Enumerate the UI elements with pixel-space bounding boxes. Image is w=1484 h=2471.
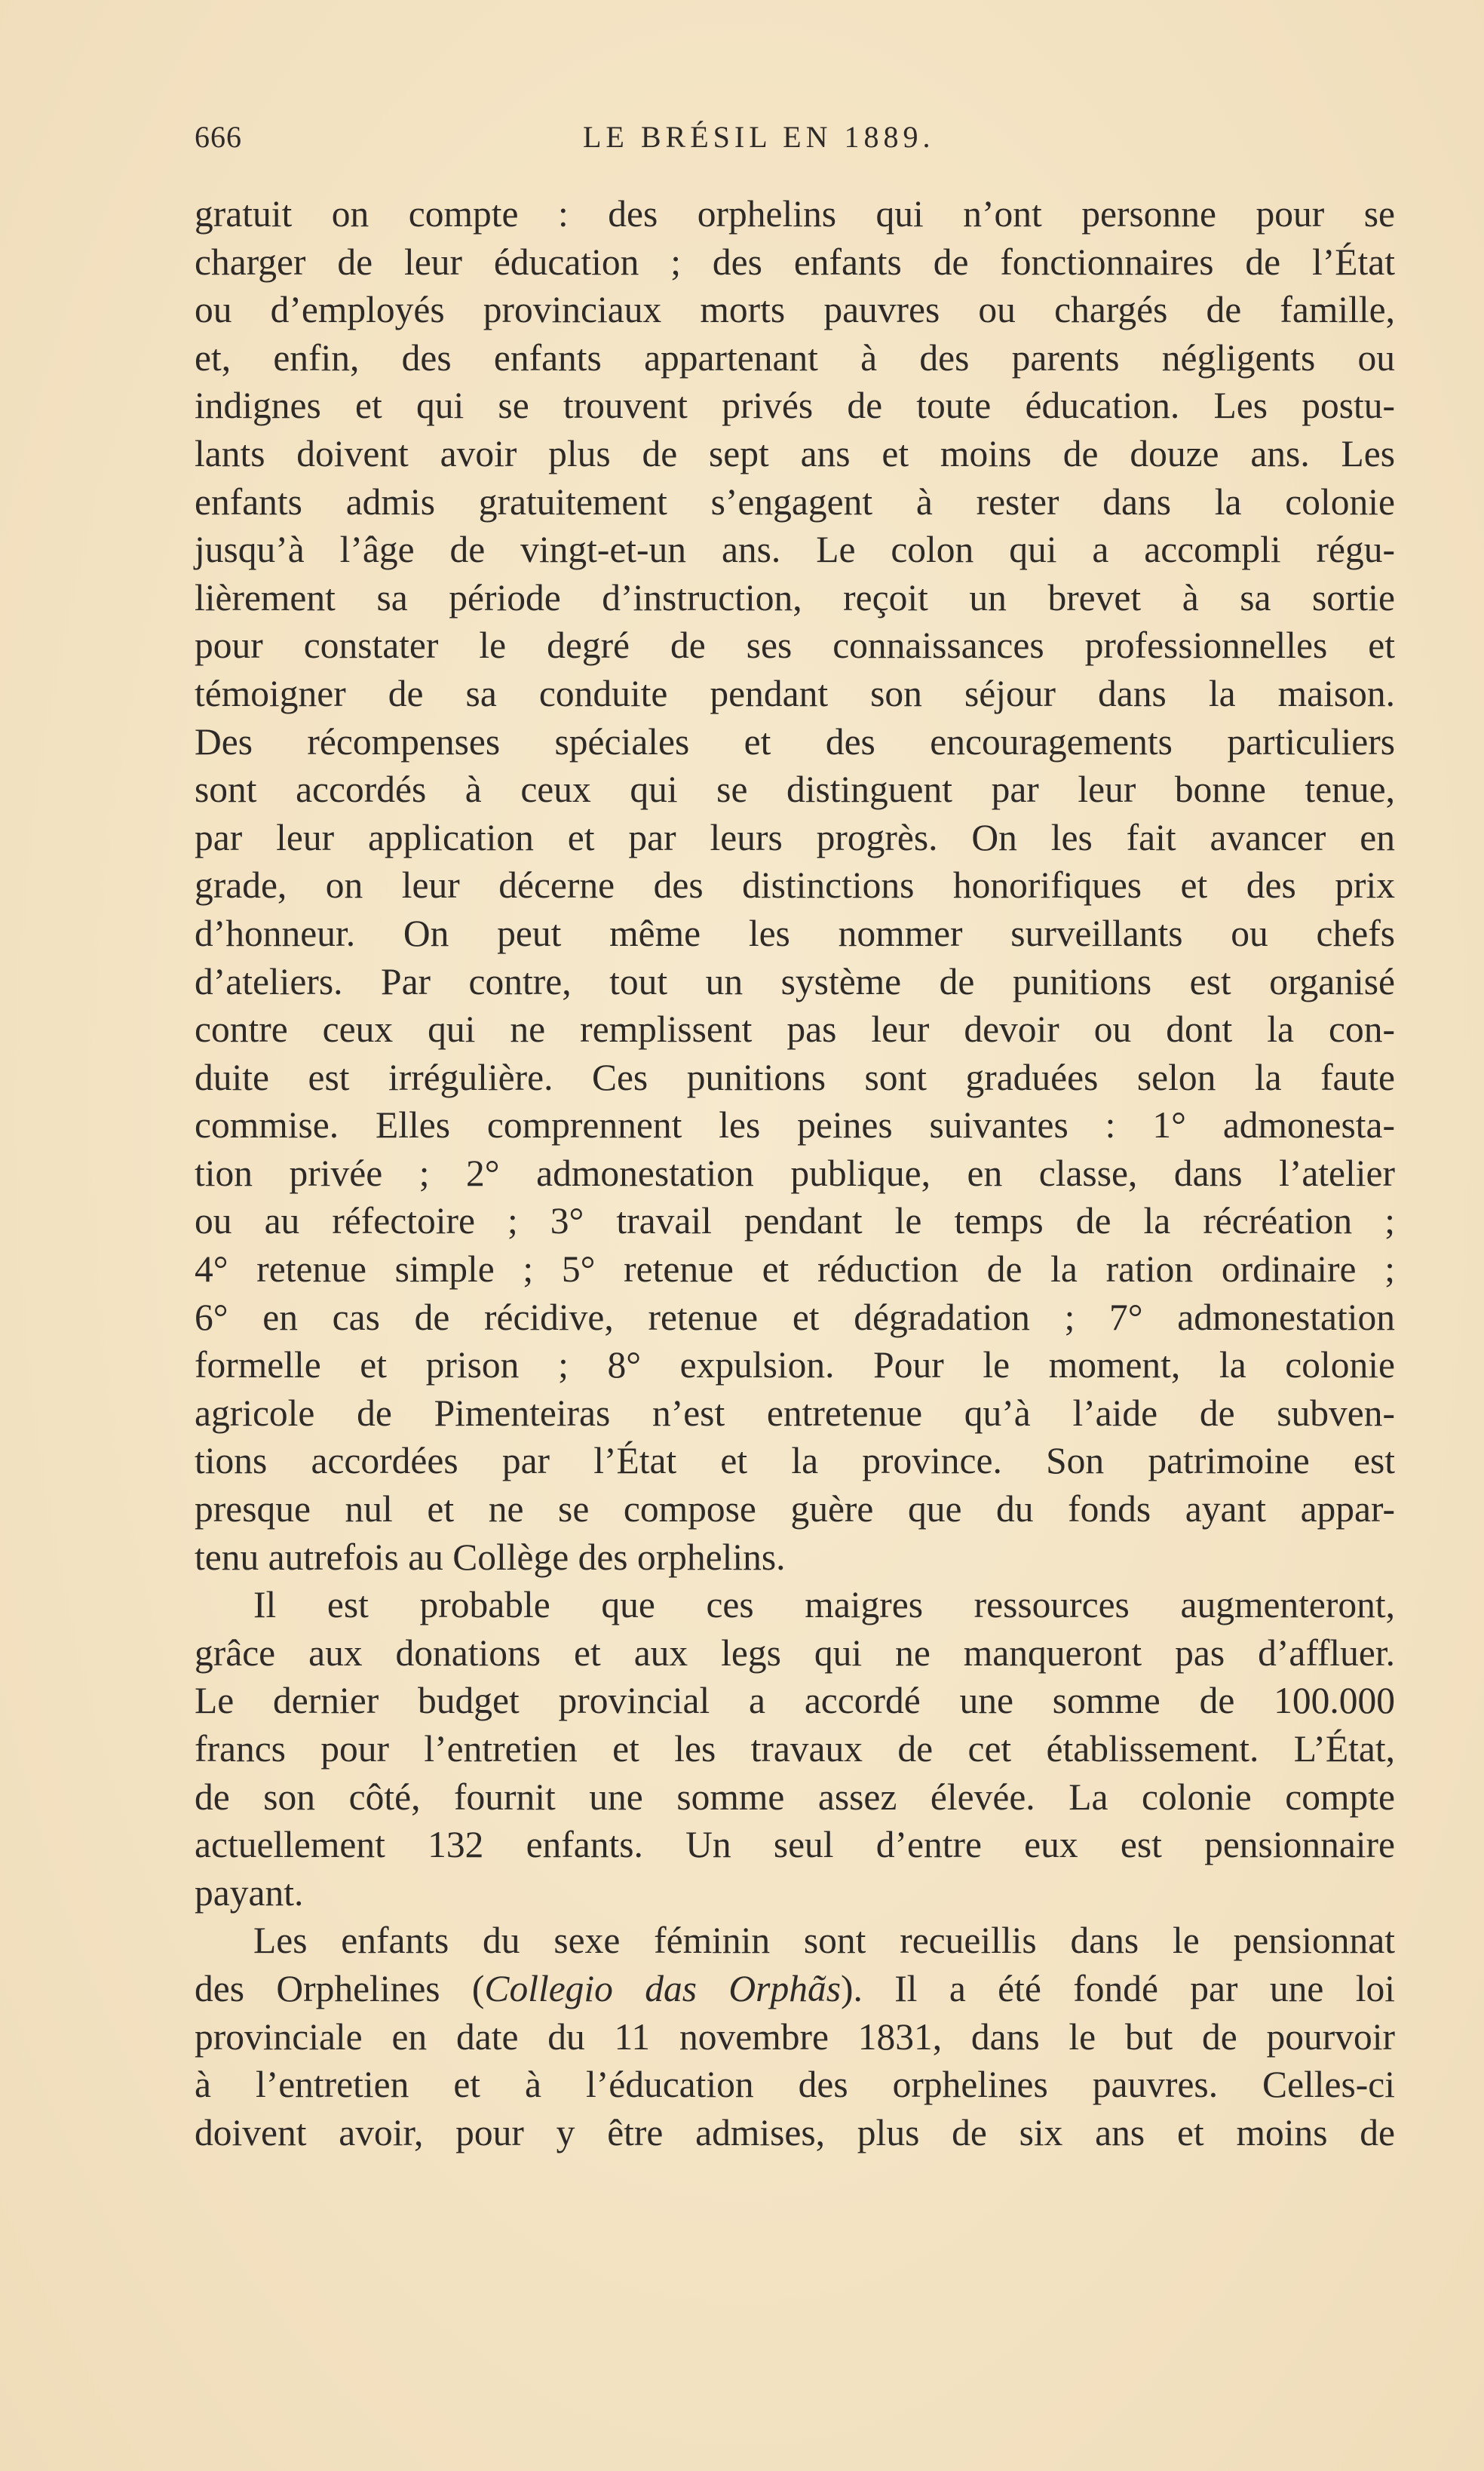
text-line: grâce aux donations et aux legs qui ne manqueront pas d’affluer. bbox=[195, 1631, 1395, 1674]
text-line: 4° retenue simple ; 5° retenue et réduction de la ration ordinaire ; bbox=[195, 1248, 1395, 1291]
text-line: Des récompenses spéciales et des encouragements particuliers bbox=[195, 720, 1395, 763]
text-line: et, enfin, des enfants appartenant à des parents négligents ou bbox=[195, 336, 1395, 379]
text-line: lièrement sa période d’instruction, reçoit un brevet à sa sortie bbox=[195, 576, 1395, 619]
running-title: LE BRÉSIL EN 1889. bbox=[583, 120, 935, 154]
text-line: à l’entretien et à l’éducation des orphelines pauvres. Celles-ci bbox=[195, 2064, 1395, 2106]
paragraph-1 bbox=[195, 190, 1395, 1581]
text-line bbox=[195, 1965, 1395, 2013]
text-line: 6° en cas de récidive, retenue et dégradation ; 7° admonestation bbox=[195, 1296, 1395, 1338]
text-line: agricole de Pimenteiras n’est entretenue qu’à l’aide de subven- bbox=[195, 1392, 1395, 1434]
text-fragment: des Orphelines ( bbox=[195, 1967, 485, 2009]
text-line: témoigner de sa conduite pendant son séjour dans la maison. bbox=[195, 672, 1395, 714]
text-line: ou au réfectoire ; 3° travail pendant le temps de la récréation ; bbox=[195, 1200, 1395, 1242]
text-line: jusqu’à l’âge de vingt-et-un ans. Le colon qui a accompli régu- bbox=[195, 529, 1395, 571]
text-line: tions accordées par l’État et la province. Son patrimoine est bbox=[195, 1440, 1395, 1482]
text-line: pour constater le degré de ses connaissances professionnelles et bbox=[195, 625, 1395, 667]
text-line: presque nul et ne se compose guère que du fonds ayant appar- bbox=[195, 1488, 1395, 1530]
text-line: francs pour l’entretien et les travaux de cet établissement. L’État, bbox=[195, 1728, 1395, 1770]
text-line: commise. Elles comprennent les peines suivantes : 1° admonesta- bbox=[195, 1104, 1395, 1146]
paragraph-2 bbox=[195, 1581, 1395, 1917]
italic-title: Collegio das Orphãs bbox=[484, 1967, 841, 2009]
text-line: grade, on leur décerne des distinctions honorifiques et des prix bbox=[195, 864, 1395, 907]
text-line: Le dernier budget provincial a accordé une somme de 100.000 bbox=[195, 1680, 1395, 1722]
text-line: d’honneur. On peut même les nommer surveillants ou chefs bbox=[195, 912, 1395, 954]
page-number: 666 bbox=[195, 120, 242, 154]
text-line: d’ateliers. Par contre, tout un système de punitions est organisé bbox=[195, 960, 1395, 1002]
text-line: provinciale en date du 11 novembre 1831, dans le but de pourvoir bbox=[195, 2015, 1395, 2058]
text-line: actuellement 132 enfants. Un seul d’entre eux est pensionnaire bbox=[195, 1824, 1395, 1866]
text-line: sont accordés à ceux qui se distinguent par leur bonne tenue, bbox=[195, 769, 1395, 811]
text-line: formelle et prison ; 8° expulsion. Pour le moment, la colonie bbox=[195, 1344, 1395, 1386]
body-text bbox=[195, 190, 1395, 2156]
text-line: de son côté, fournit une somme assez élevée. La colonie compte bbox=[195, 1776, 1395, 1818]
text-line: duite est irrégulière. Ces punitions sont graduées selon la faute bbox=[195, 1056, 1395, 1098]
text-line: tenu autrefois au Collège des orphelins. bbox=[195, 1536, 786, 1578]
text-line: Les enfants du sexe féminin sont recueillis dans le pensionnat bbox=[253, 1920, 1395, 1962]
text-line: enfants admis gratuitement s’engagent à rester dans la colonie bbox=[195, 480, 1395, 523]
text-line: indignes et qui se trouvent privés de toute éducation. Les postu- bbox=[195, 385, 1395, 427]
text-line: lants doivent avoir plus de sept ans et moins de douze ans. Les bbox=[195, 432, 1395, 474]
text-fragment: ). Il a été fondé par une loi bbox=[840, 1967, 1395, 2009]
text-line: par leur application et par leurs progrès. On les fait avancer en bbox=[195, 816, 1395, 858]
page-header bbox=[195, 119, 1395, 164]
paragraph-3 bbox=[195, 1917, 1395, 2156]
text-line: gratuit on compte : des orphelins qui n’ont personne pour se bbox=[195, 193, 1395, 235]
text-line: Il est probable que ces maigres ressources augmenteront, bbox=[253, 1584, 1395, 1626]
text-line: ou d’employés provinciaux morts pauvres ou chargés de famille, bbox=[195, 289, 1395, 331]
text-line: doivent avoir, pour y être admises, plus de six ans et moins de bbox=[195, 2111, 1395, 2153]
text-line: tion privée ; 2° admonestation publique, en classe, dans l’atelier bbox=[195, 1152, 1395, 1194]
text-line: payant. bbox=[195, 1871, 304, 1914]
text-line: contre ceux qui ne remplissent pas leur devoir ou dont la con- bbox=[195, 1008, 1395, 1051]
text-line: charger de leur éducation ; des enfants de fonctionnaires de l’État bbox=[195, 241, 1395, 283]
